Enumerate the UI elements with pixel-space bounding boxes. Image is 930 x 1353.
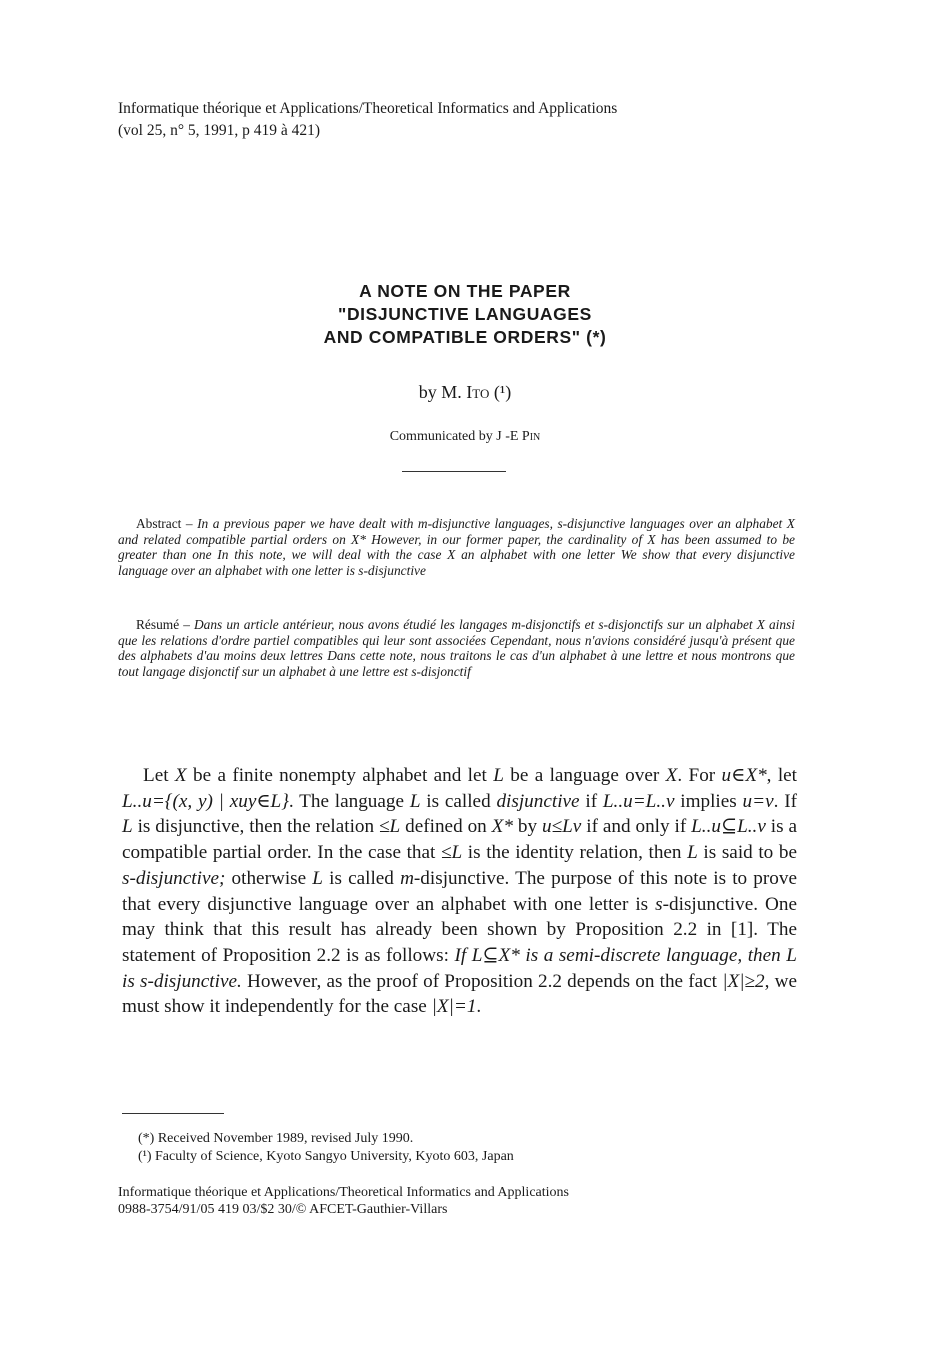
footnote-received: (*) Received November 1989, revised July 1990.	[138, 1131, 414, 1146]
body-text: implies	[674, 790, 743, 812]
footnote-affiliation: (¹) Faculty of Science, Kyoto Sangyo University, Kyoto 603, Japan	[138, 1149, 514, 1164]
body-text: . If	[773, 790, 797, 812]
math-l: L	[493, 765, 504, 786]
abstract	[118, 516, 795, 578]
math-x: X	[174, 765, 187, 786]
communicator-name: Pin	[521, 429, 541, 444]
footnote-divider	[122, 1113, 224, 1114]
body-text: be a finite nonempty alphabet and let	[186, 765, 494, 786]
communicated-prefix: Communicated by J -E	[389, 429, 519, 444]
math-m: m	[400, 867, 414, 889]
author-name: Ito	[466, 382, 490, 402]
math-x: X	[665, 765, 678, 786]
math-l: L	[122, 816, 133, 838]
body-text: .	[476, 996, 482, 1018]
resume-label: Résumé –	[136, 617, 190, 632]
page-footer	[118, 1184, 818, 1218]
resume-text: Dans un article antérieur, nous avons étudié les langages m-disjonctifs et s-disjonctifs sur un alphabet X ainsi que les relations d'ordre partiel compatibles qui leur sont associées Cependant, nous n'avions considéré jusqu'à présent que des alphabets d'au moins deux lettres Dans cette note, nous traitons le cas d'un alphabet à une lettre et nous montrons que tout langage disjonctif sur un alphabet à une lettre est s-disjonctif	[118, 617, 795, 679]
author-footnote-ref: (¹)	[493, 382, 512, 402]
body-text: , let	[766, 765, 797, 786]
author-prefix: by M.	[418, 382, 462, 402]
math-expr: |X|=1	[431, 996, 477, 1018]
math-expr: L..u⊆L..v	[691, 816, 766, 838]
body-text: is disjunctive, then the relation	[132, 816, 380, 838]
title-line-1: A NOTE ON THE PAPER	[359, 281, 571, 301]
footer-issn: 0988-3754/91/05 419 03/$2 30/© AFCET-Gauthier-Villars	[118, 1202, 448, 1217]
math-expr: u∈X*	[721, 765, 767, 786]
abstract-label: Abstract –	[136, 516, 193, 531]
body-text: , we must show it independently for the case	[122, 970, 797, 1018]
body-text: is said to be	[697, 842, 797, 864]
body-text: if and only if	[581, 816, 692, 838]
math-expr: |X|≥2	[722, 970, 765, 992]
math-l: L	[687, 842, 698, 864]
math-l: L	[409, 790, 421, 812]
body-text: be a language over	[503, 765, 666, 786]
author-line	[0, 382, 930, 403]
body-text: is called	[322, 867, 401, 889]
body-text: is a compatible partial order. In the case that	[122, 816, 797, 864]
math-l: L	[312, 867, 323, 889]
title-line-3: AND COMPATIBLE ORDERS" (*)	[323, 327, 607, 347]
math-s: s	[655, 893, 663, 915]
math-expr: L..u={(x, y) | xuy∈L}	[122, 790, 289, 812]
math-expr: u≤Lv	[542, 816, 582, 838]
abstract-text: In a previous paper we have dealt with m-disjunctive languages, s-disjunctive languages over an alphabet X and related compatible partial orders on X* However, in our former paper, the cardinality of X has been assumed to be greater than one In this note, we will deal with the case X an alphabet with one letter We show that every disjunctive language over an alphabet with one letter is s-disjunctive	[118, 516, 795, 578]
math-expr: X*	[491, 816, 513, 838]
body-text: However, as the proof of Proposition 2.2 depends on the fact	[241, 970, 723, 992]
title-line-2: "DISJUNCTIVE LANGUAGES	[338, 304, 592, 324]
proposition-statement: If L⊆X* is a semi-discrete language, then L is s-disjunctive.	[122, 944, 797, 992]
journal-volume: (vol 25, n° 5, 1991, p 419 à 421)	[118, 122, 321, 139]
footnotes	[138, 1130, 798, 1166]
body-text: otherwise	[225, 867, 313, 889]
body-text: is the identity relation, then	[462, 842, 688, 864]
math-expr: L..u=L..v	[602, 790, 675, 812]
term-s-disjunctive: s-disjunctive;	[122, 867, 226, 889]
communicated-by	[0, 429, 930, 445]
body-text: -disjunctive. One may think that this result has already been shown by Proposition 2.2 in [1]. The statement of Proposition 2.2 is as follows:	[122, 893, 798, 966]
term-disjunctive: disjunctive	[496, 790, 580, 812]
journal-name: Informatique théorique et Applications/Theoretical Informatics and Applications	[118, 100, 618, 117]
journal-header	[118, 98, 818, 142]
body-text: . For	[677, 765, 722, 786]
body-text: -disjunctive. The purpose of this note is to prove that every disjunctive language over an alphabet with one letter is	[122, 867, 797, 915]
resume	[118, 617, 795, 679]
body-text: Let	[143, 765, 175, 786]
body-text: by	[513, 816, 543, 838]
body-text: is called	[420, 790, 497, 812]
footer-journal: Informatique théorique et Applications/Theoretical Informatics and Applications	[118, 1185, 569, 1200]
body-text: . The language	[288, 790, 410, 812]
paper-title	[0, 280, 930, 349]
main-paragraph	[122, 763, 797, 1020]
math-expr: ≤L	[440, 842, 463, 864]
title-divider	[402, 471, 506, 472]
body-text: if	[579, 790, 603, 812]
body-text: defined on	[400, 816, 492, 838]
math-expr: ≤L	[379, 816, 401, 838]
math-expr: u=v	[742, 790, 774, 812]
